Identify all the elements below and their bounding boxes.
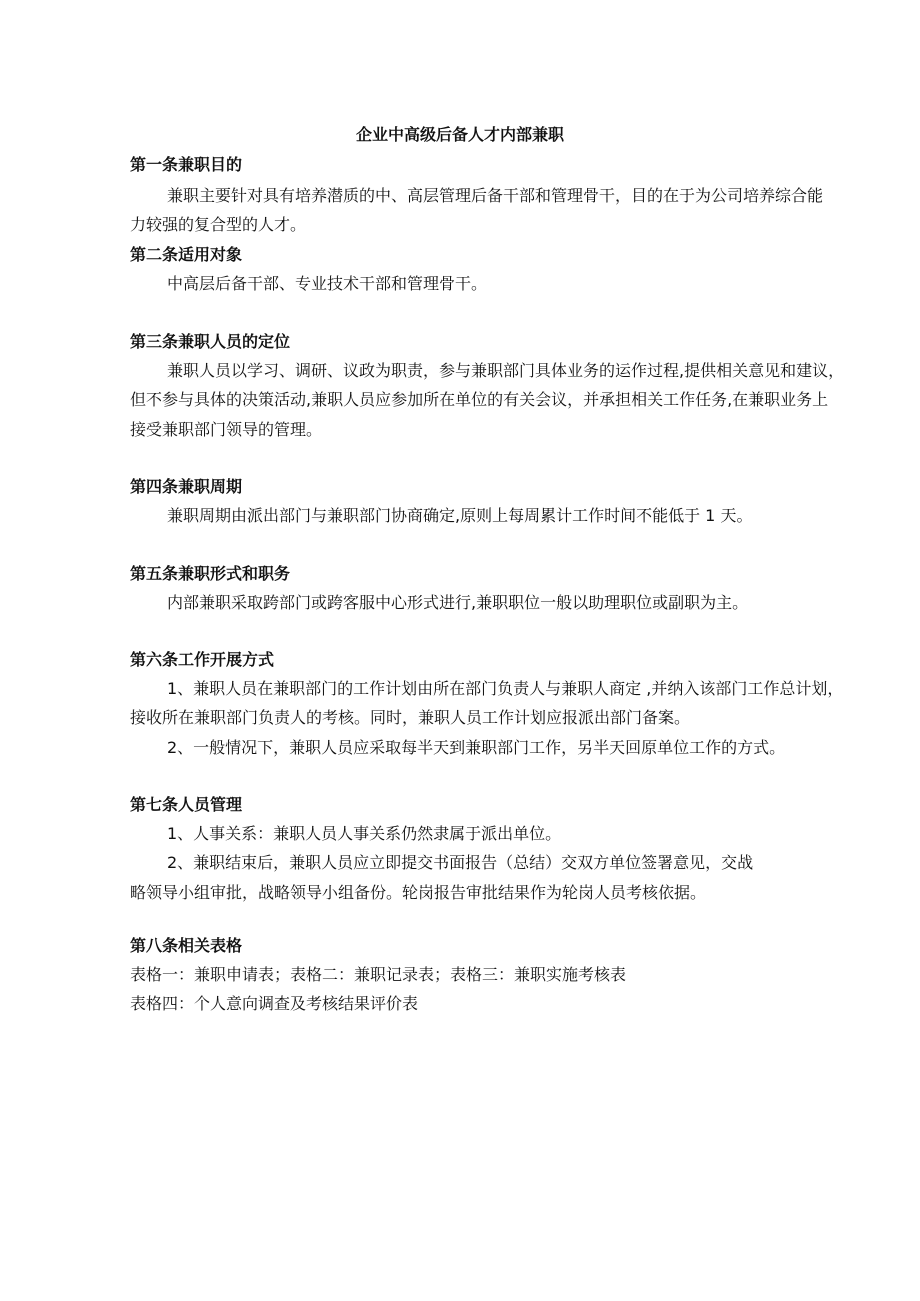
section-7-line-3: 略领导小组审批，战略领导小组备份。轮岗报告审批结果作为轮岗人员考核依据。 (130, 883, 707, 902)
section-6-line-3: 2、一般情况下，兼职人员应采取每半天到兼职部门工作，另半天回原单位工作的方式。 (167, 738, 786, 757)
section-8-line-2: 表格四：个人意向调查及考核结果评价表 (130, 994, 419, 1013)
section-heading-2: 第二条适用对象 (130, 245, 243, 264)
section-heading-3: 第三条兼职人员的定位 (130, 332, 291, 351)
section-heading-5: 第五条兼职形式和职务 (130, 564, 291, 583)
section-7-line-1: 1、人事关系：兼职人员人事关系仍然隶属于派出单位。 (167, 824, 562, 843)
section-heading-1: 第一条兼职目的 (130, 155, 243, 174)
section-3-line-2: 但不参与具体的决策活动,兼职人员应参加所在单位的有关会议，并承担相关工作任务,在兼职业务上 (130, 390, 829, 409)
section-4-line-1: 兼职周期由派出部门与兼职部门协商确定,原则上每周累计工作时间不能低于 1 天。 (167, 506, 753, 525)
section-heading-8: 第八条相关表格 (130, 936, 243, 955)
section-heading-4: 第四条兼职周期 (130, 477, 243, 496)
document-title: 企业中高级后备人才内部兼职 (355, 125, 564, 144)
section-7-line-2: 2、兼职结束后，兼职人员应立即提交书面报告（总结）交双方单位签署意见，交战 (167, 853, 754, 872)
section-heading-7: 第七条人员管理 (130, 795, 243, 814)
section-3-line-3: 接受兼职部门领导的管理。 (130, 420, 323, 439)
section-5-line-1: 内部兼职采取跨部门或跨客服中心形式进行,兼职职位一般以助理职位或副职为主。 (167, 593, 749, 612)
section-6-line-2: 接收所在兼职部门负责人的考核。同时，兼职人员工作计划应报派出部门备案。 (130, 708, 691, 727)
section-1-line-2: 力较强的复合型的人才。 (130, 215, 307, 234)
section-6-line-1: 1、兼职人员在兼职部门的工作计划由所在部门负责人与兼职人商定 ,并纳入该部门工作总计划， (167, 679, 844, 698)
section-2-line-1: 中高层后备干部、专业技术干部和管理骨干。 (167, 274, 488, 293)
section-1-line-1: 兼职主要针对具有培养潜质的中、高层管理后备干部和管理骨干，目的在于为公司培养综合能 (167, 186, 824, 205)
section-heading-6: 第六条工作开展方式 (130, 650, 275, 669)
section-3-line-1: 兼职人员以学习、调研、议政为职责，参与兼职部门具体业务的运作过程,提供相关意见和建议， (167, 361, 845, 380)
section-8-line-1: 表格一：兼职申请表；表格二：兼职记录表；表格三：兼职实施考核表 (130, 965, 627, 984)
